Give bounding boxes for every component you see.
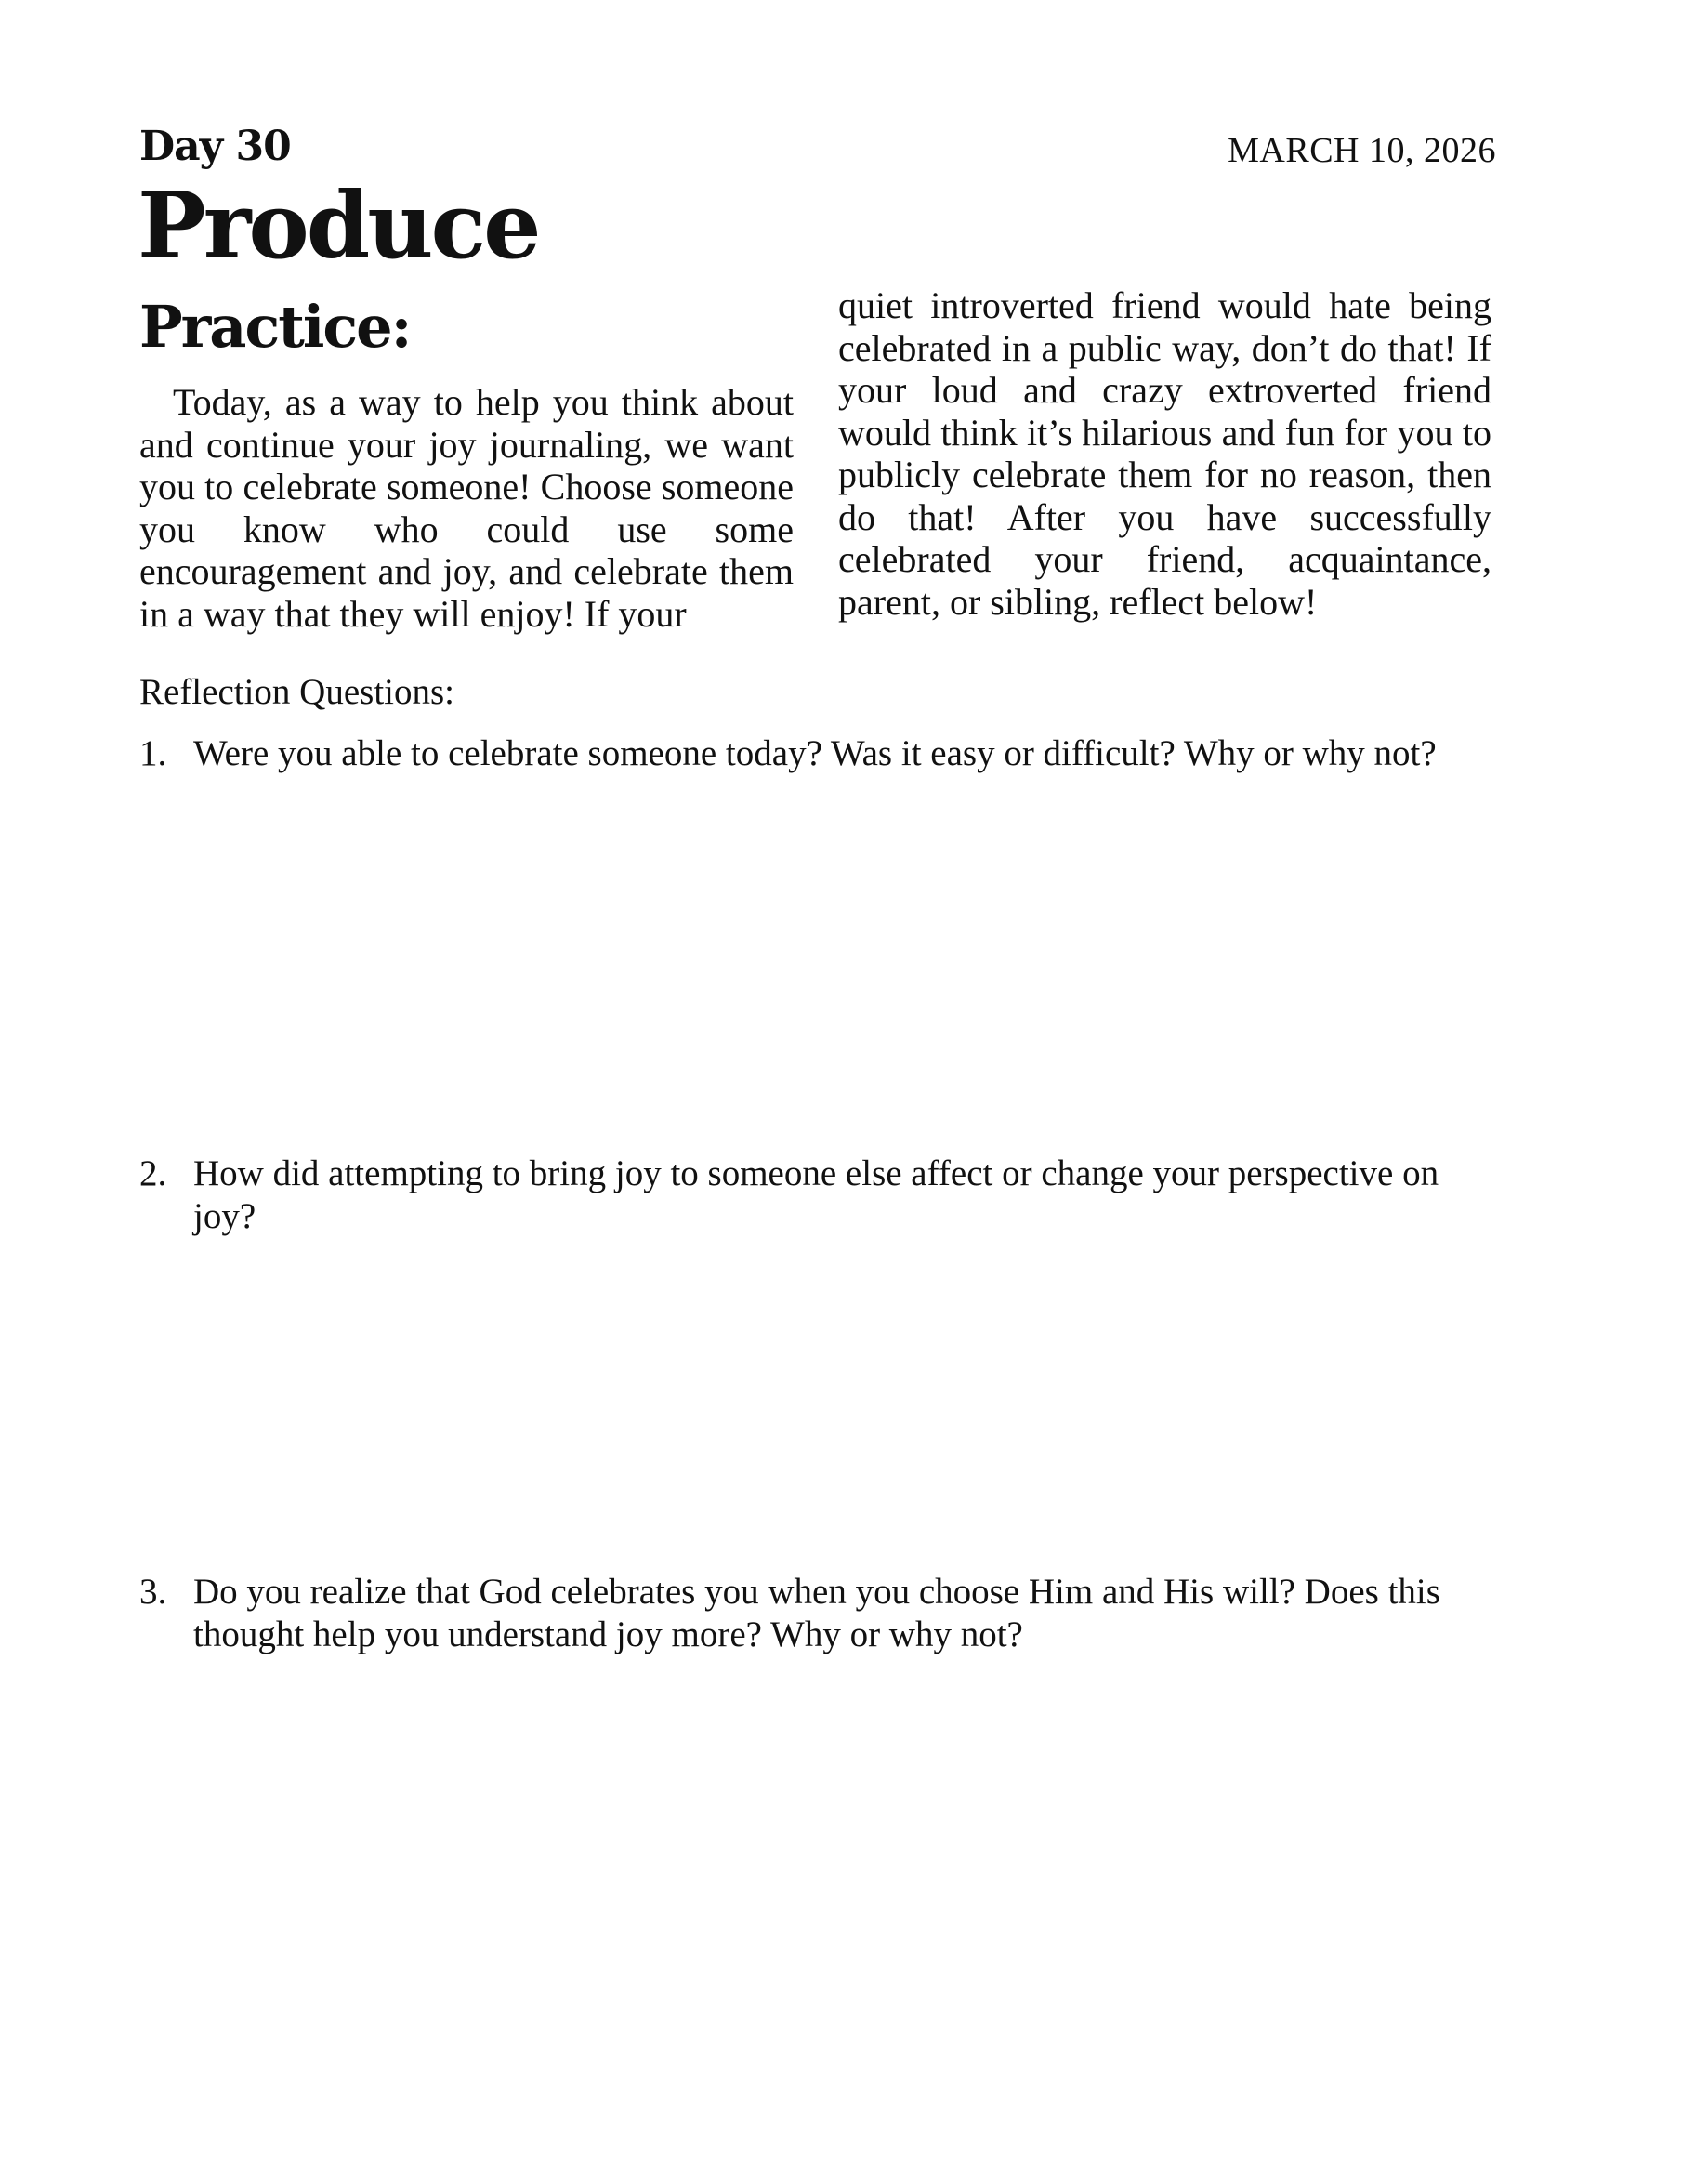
page-title: Produce xyxy=(138,173,539,280)
question-number: 3. xyxy=(139,1572,167,1612)
practice-paragraph: Today, as a way to help you think about and continue your joy journaling, we want you to celebrate someone! Choose someone you know who could use some encouragement and joy, and celebrate them in a way that they will enjoy! If your xyxy=(139,381,794,635)
question-text: How did attempting to bring joy to someone else affect or change your perspective on joy? xyxy=(193,1153,1439,1236)
day-label: Day 30 xyxy=(139,123,291,170)
practice-text-right: quiet introverted friend would hate being celebrated in a public way, don’t do that! If your loud and crazy extroverted friend would think it’s hilarious and fun for you to publicly celebrate them for no reason, then do that! After you have successfully celebrated your friend, acquaintance, parent, or sibling, reflect below! xyxy=(838,284,1491,623)
answer-space-1[interactable] xyxy=(139,790,1496,1125)
answer-space-2[interactable] xyxy=(139,1208,1496,1543)
reflection-heading: Reflection Questions: xyxy=(139,672,455,712)
date-label: MARCH 10, 2026 xyxy=(1228,131,1496,170)
practice-text-left xyxy=(139,381,794,635)
question-1 xyxy=(139,732,1496,775)
question-number: 2. xyxy=(139,1153,167,1193)
practice-heading: Practice: xyxy=(139,293,411,361)
question-text: Do you realize that God celebrates you when you choose Him and His will? Does this thought help you understand joy more? Why or why not? xyxy=(193,1572,1440,1654)
question-3 xyxy=(139,1571,1496,1656)
answer-space-3[interactable] xyxy=(139,1673,1496,2063)
question-number: 1. xyxy=(139,733,167,773)
question-text: Were you able to celebrate someone today? Was it easy or difficult? Why or why not? xyxy=(193,733,1437,773)
